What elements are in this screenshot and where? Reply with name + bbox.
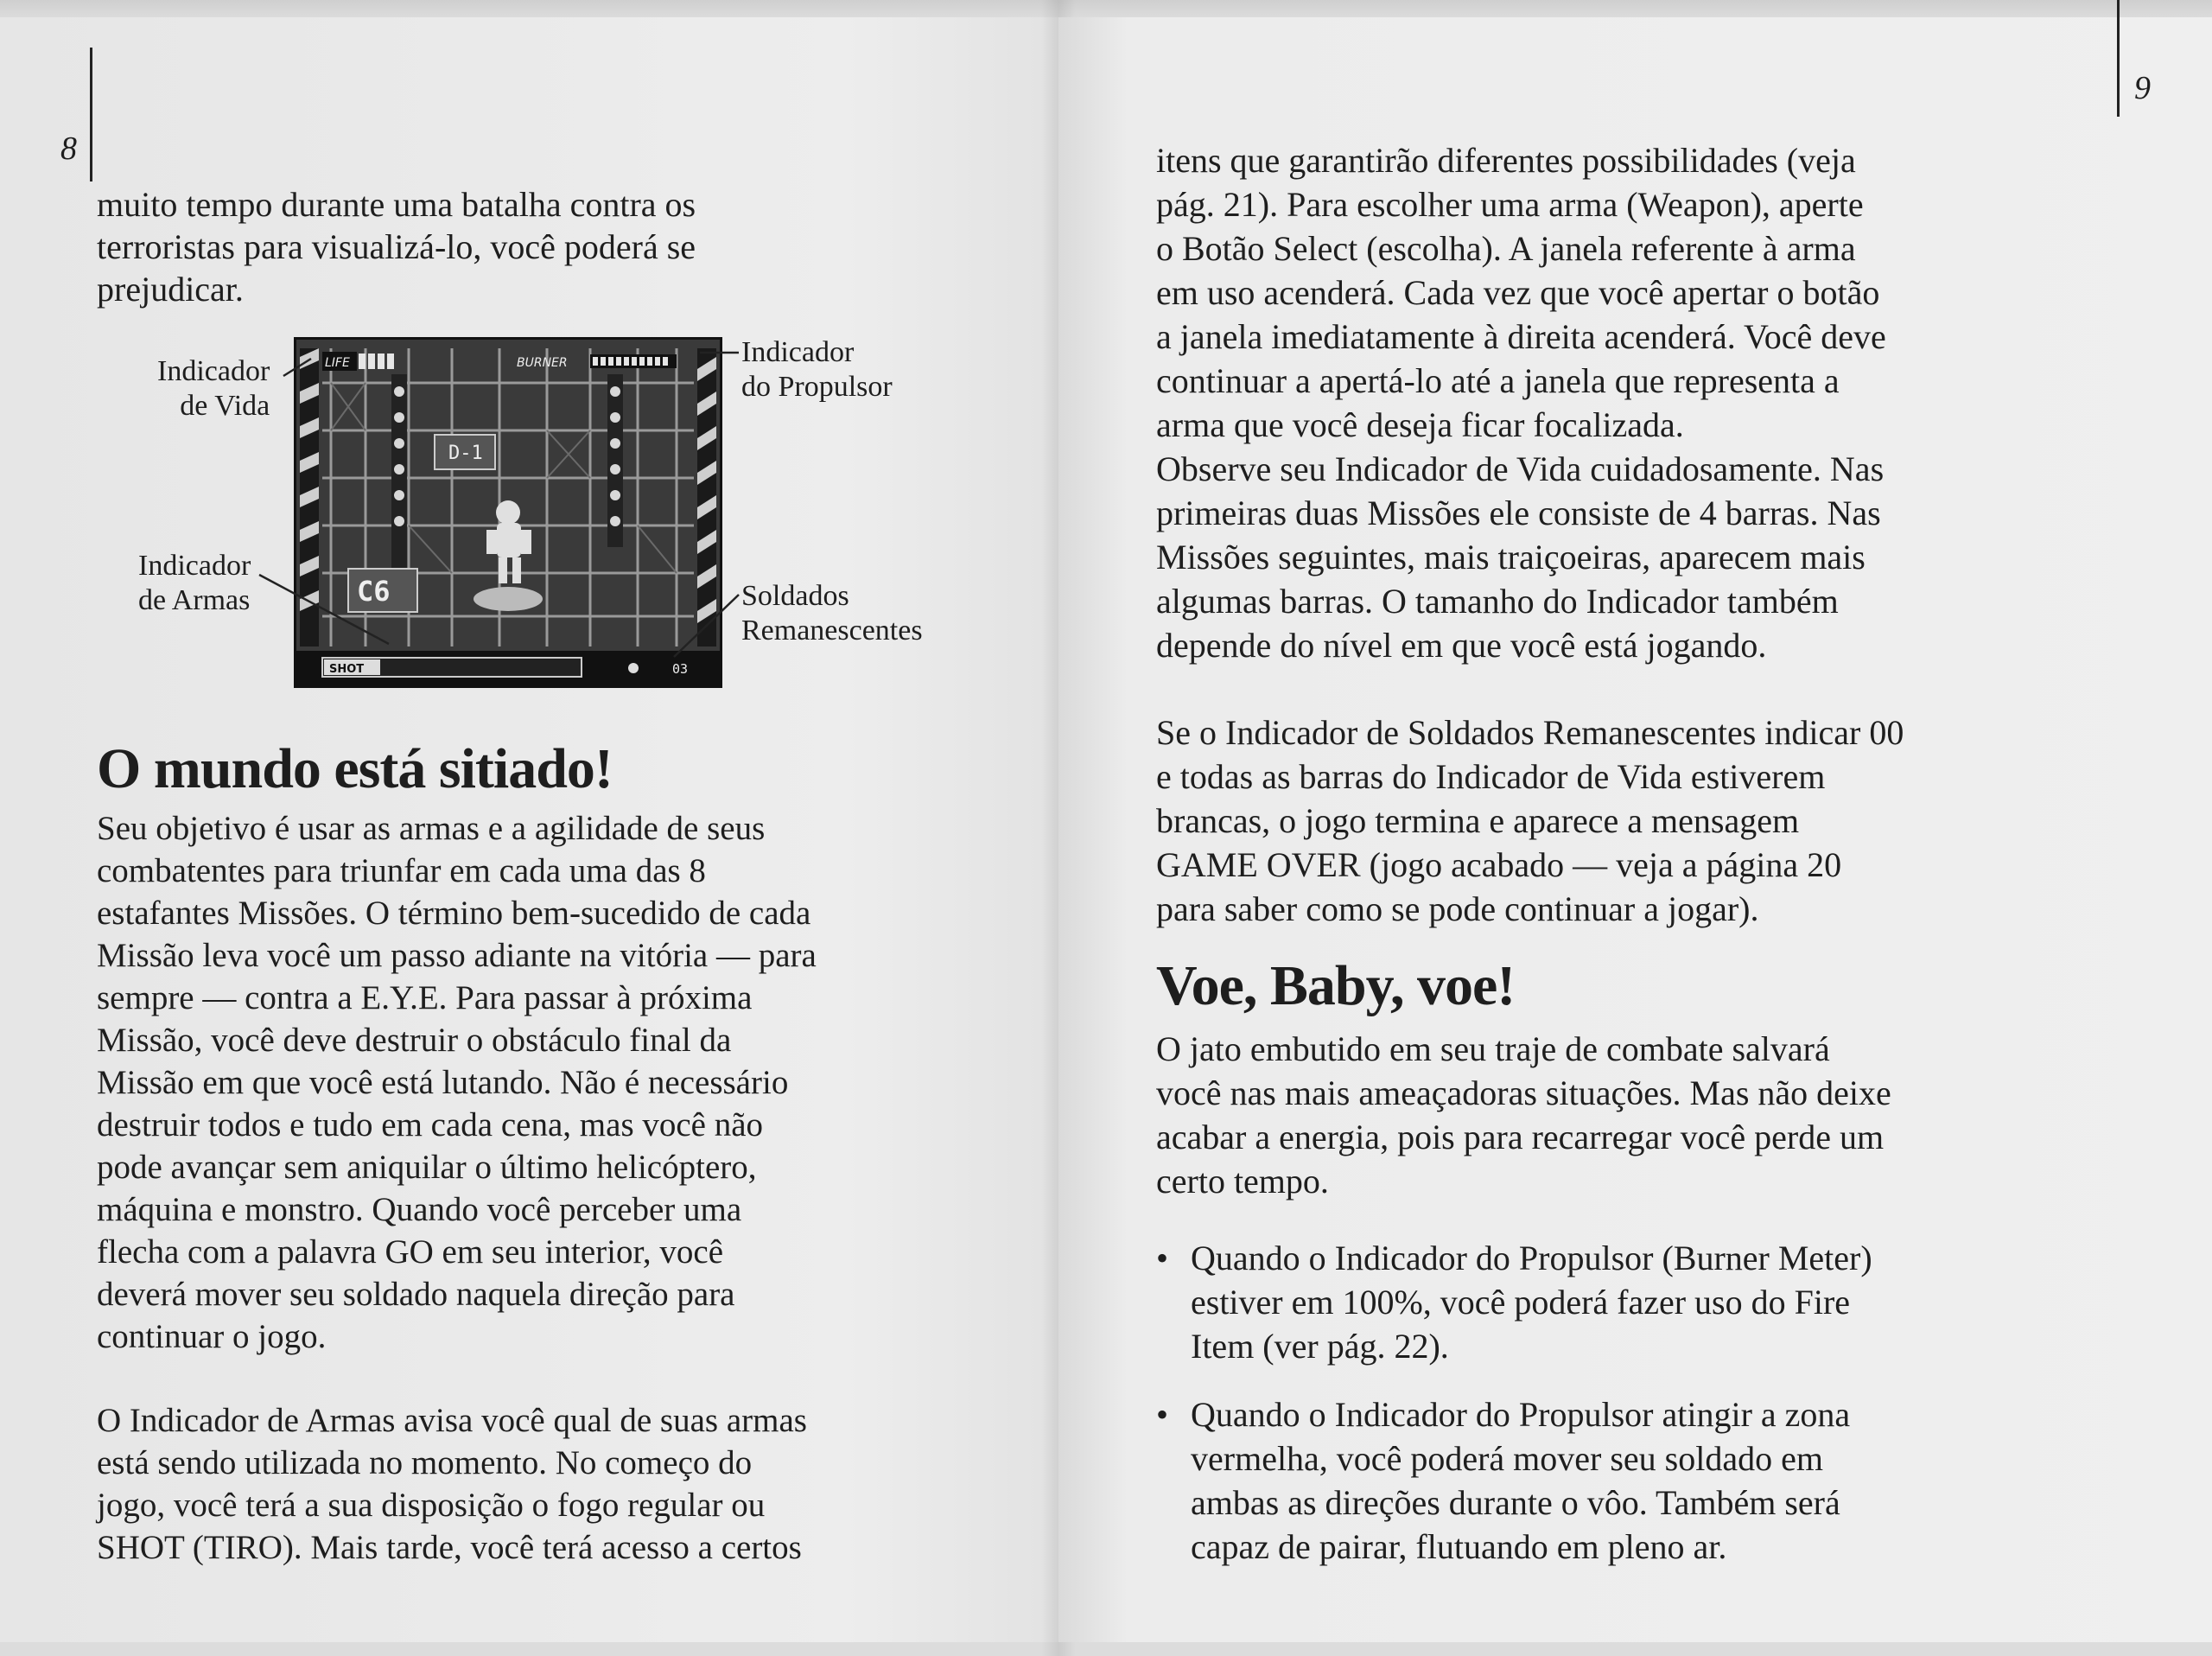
text-line: a janela imediatamente à direita acenderá. Você deve [1156, 317, 1886, 356]
text-line: O jato embutido em seu traje de combate salvará [1156, 1029, 1830, 1068]
text-line: para saber como se pode continuar a jogar). [1156, 889, 1759, 928]
left-page-number: 8 [60, 131, 77, 167]
text-line: está sendo utilizada no momento. No começo do [97, 1444, 753, 1481]
paragraph-jetpack [1156, 1027, 2128, 1203]
remaining-count: 03 [672, 661, 689, 677]
bullet-list [1156, 1236, 2128, 1569]
text-line: pode avançar sem aniquilar o último helicóptero, [97, 1149, 757, 1186]
text-line: depende do nível em que você está jogando. [1156, 626, 1767, 665]
callout-life-indicator: Indicador de Vida [157, 355, 270, 422]
text-line: sempre — contra a E.Y.E. Para passar à próxima [97, 979, 753, 1016]
text-line: estafantes Missões. O término bem-sucedido de cada [97, 895, 811, 932]
life-label: LIFE [325, 356, 350, 370]
bullet-item [1156, 1236, 2128, 1368]
text-line: Missão, você deve destruir o obstáculo final da [97, 1022, 732, 1059]
text-line: pág. 21). Para escolher uma arma (Weapon), aperte [1156, 185, 1864, 224]
text-line: estiver em 100%, você poderá fazer uso do Fire [1191, 1283, 1851, 1322]
text-line: arma que você deseja ficar focalizada. [1156, 405, 1684, 444]
text-line: algumas barras. O tamanho do Indicador também [1156, 582, 1839, 621]
text-line: O Indicador de Armas avisa você qual de suas armas [97, 1402, 807, 1439]
text-line: deverá mover seu soldado naquela direção para [97, 1276, 735, 1313]
text-line: ambas as direções durante o vôo. Também será [1191, 1483, 1840, 1522]
callout-remaining-soldiers: Soldados Remanescentes [741, 580, 923, 646]
paragraph-game-over [1156, 710, 2128, 931]
text-line: continuar a apertá-lo até a janela que representa a [1156, 361, 1840, 400]
text-line: flecha com a palavra GO em seu interior, você [97, 1233, 724, 1271]
section-heading-world: O mundo está sitiado! [97, 737, 613, 800]
right-page-rule [2117, 0, 2120, 117]
text-line: certo tempo. [1156, 1162, 1329, 1201]
bullet-item [1156, 1392, 2128, 1569]
paragraph-weapon-select [1156, 138, 2128, 667]
text-line: SHOT (TIRO). Mais tarde, você terá acesso a certos [97, 1529, 802, 1566]
text-line: Seu objetivo é usar as armas e a agilidade de seus [97, 810, 766, 847]
text-line: primeiras duas Missões ele consiste de 4 barras. Nas [1156, 494, 1881, 532]
section-heading-fly: Voe, Baby, voe! [1156, 954, 1516, 1017]
text-line: prejudicar. [97, 270, 244, 309]
text-line: terroristas para visualizá-lo, você poderá se [97, 227, 696, 266]
right-page-number: 9 [2134, 70, 2151, 106]
text-line: muito tempo durante uma batalha contra os [97, 185, 696, 224]
bullet-dot: • [1156, 1239, 1169, 1277]
text-line: Quando o Indicador do Propulsor atingir a zona [1191, 1395, 1851, 1434]
text-line: vermelha, você poderá mover seu soldado em [1191, 1439, 1823, 1478]
text-line: continuar o jogo. [97, 1318, 327, 1355]
text-line: máquina e monstro. Quando você perceber uma [97, 1191, 742, 1228]
text-line: você nas mais ameaçadoras situações. Mas não deixe [1156, 1073, 1891, 1112]
shot-label: SHOT [329, 663, 365, 676]
text-line: Quando o Indicador do Propulsor (Burner Meter) [1191, 1239, 1872, 1277]
left-intro-text [97, 183, 961, 310]
right-text-column [1156, 138, 2128, 1569]
text-line: itens que garantirão diferentes possibilidades (veja [1156, 141, 1856, 180]
bullet-dot: • [1156, 1395, 1169, 1434]
left-main-section [97, 737, 961, 1569]
text-line: Observe seu Indicador de Vida cuidadosamente. Nas [1156, 449, 1885, 488]
text-line: combatentes para triunfar em cada uma das 8 [97, 852, 706, 889]
text-line: capaz de pairar, flutuando em pleno ar. [1191, 1527, 1727, 1566]
left-page [0, 17, 1058, 1642]
sector-c6-label: C6 [357, 575, 391, 608]
text-line: Item (ver pág. 22). [1191, 1327, 1449, 1366]
text-line: Se o Indicador de Soldados Remanescentes indicar 00 [1156, 713, 1904, 752]
sector-d1-label: D-1 [448, 443, 483, 464]
paragraph-weapons-indicator [97, 1399, 961, 1569]
text-line: Missões seguintes, mais traiçoeiras, aparecem mais [1156, 538, 1866, 576]
text-line: Missão leva você um passo adiante na vitória — para [97, 937, 817, 974]
text-line: destruir todos e tudo em cada cena, mas você não [97, 1106, 764, 1143]
text-line: jogo, você terá a sua disposição o fogo regular ou [97, 1487, 766, 1524]
burner-label: BURNER [517, 356, 568, 370]
paragraph-mission [97, 807, 961, 1358]
text-line: acabar a energia, pois para recarregar você perde um [1156, 1118, 1885, 1156]
game-screen-figure [130, 328, 950, 691]
callout-weapons-indicator: Indicador de Armas [138, 550, 251, 616]
callout-leader-lines [130, 328, 950, 691]
text-line: Missão em que você está lutando. Não é necessário [97, 1064, 789, 1101]
text-line: o Botão Select (escolha). A janela referente à arma [1156, 229, 1856, 268]
text-line: brancas, o jogo termina e aparece a mensagem [1156, 801, 1800, 840]
text-line: e todas as barras do Indicador de Vida estiverem [1156, 757, 1826, 796]
text-line: em uso acenderá. Cada vez que você apertar o botão [1156, 273, 1880, 312]
text-line: GAME OVER (jogo acabado — veja a página 20 [1156, 845, 1842, 884]
left-page-rule [90, 48, 92, 182]
callout-burner-indicator: Indicador do Propulsor [741, 336, 893, 403]
